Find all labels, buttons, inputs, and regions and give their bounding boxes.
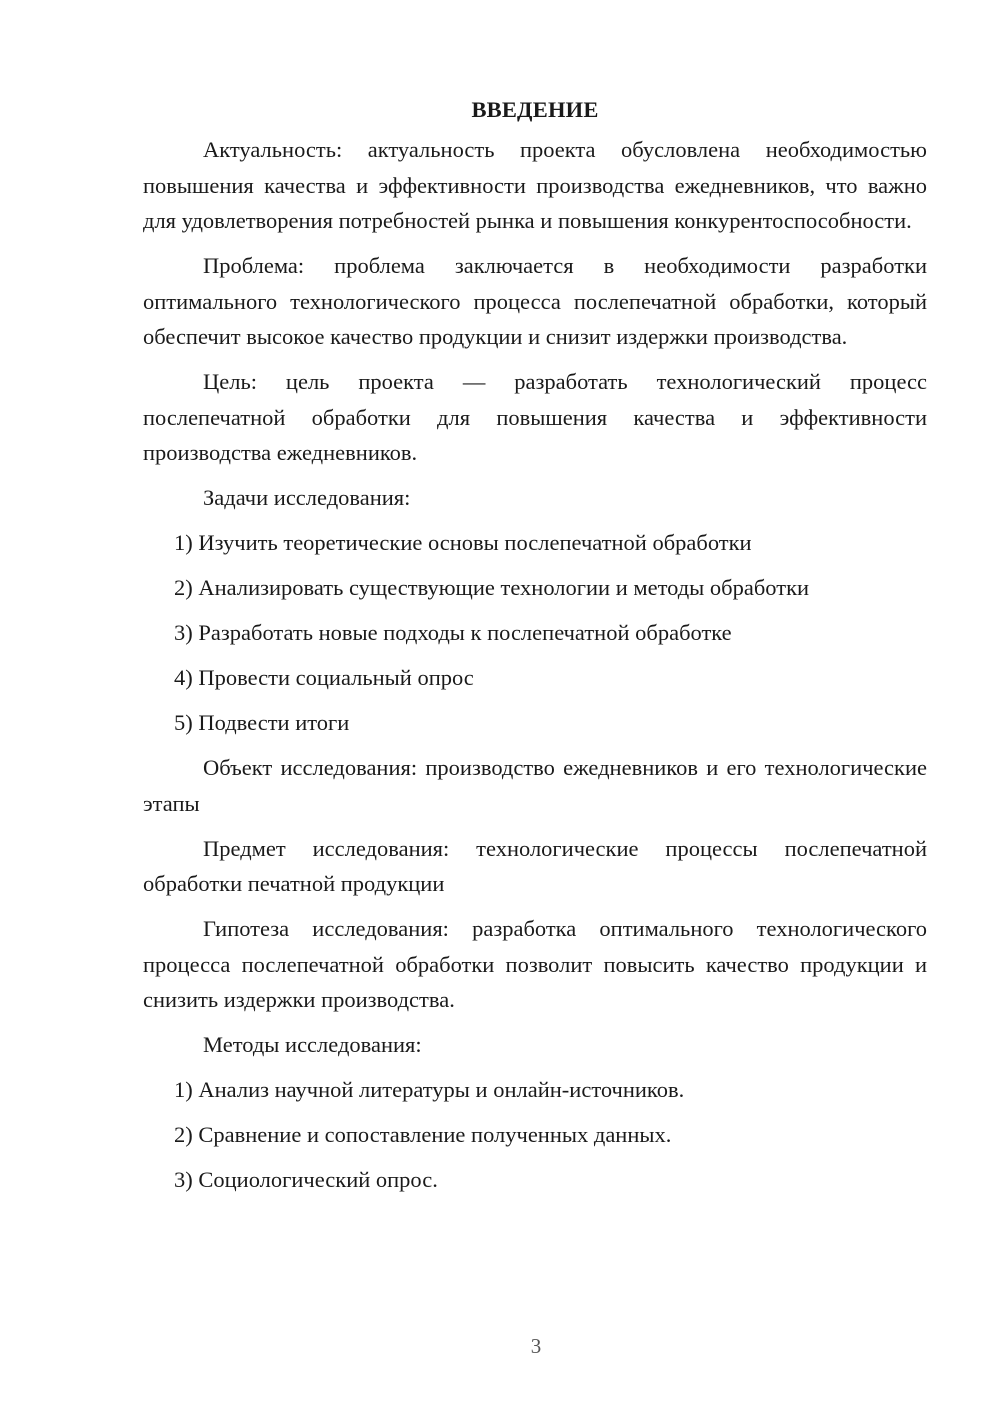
tasks-heading: Задачи исследования: [203, 485, 411, 510]
paragraph-goal: Цель: цель проекта — разработать технологический процесс послепечатной обработки для повышения качества и эффективности производства ежедневников. [143, 369, 927, 465]
page-content [143, 92, 927, 1207]
list-item: 2) Анализировать существующие технологии и методы обработки [174, 575, 810, 600]
tasks-list [143, 525, 927, 741]
paragraph-problem: Проблема: проблема заключается в необходимости разработки оптимального технологического процесса послепечатной обработки, который обеспечит высокое качество продукции и снизит издержки производства. [143, 253, 927, 349]
list-item: 1) Анализ научной литературы и онлайн-источников. [174, 1077, 685, 1102]
list-item: 5) Подвести итоги [174, 710, 350, 735]
list-item: 3) Разработать новые подходы к послепечатной обработке [174, 620, 732, 645]
list-item: 3) Социологический опрос. [174, 1167, 438, 1192]
page-number: 3 [530, 1334, 542, 1358]
methods-heading: Методы исследования: [203, 1032, 422, 1057]
section-title: ВВЕДЕНИЕ [471, 97, 599, 122]
list-item: 4) Провести социальный опрос [174, 665, 474, 690]
list-item: 1) Изучить теоретические основы послепечатной обработки [174, 530, 752, 555]
paragraph-subject: Предмет исследования: технологические процессы послепечатной обработки печатной продукции [143, 835, 927, 896]
paragraph-relevance: Актуальность: актуальность проекта обусловлена необходимостью повышения качества и эффективности производства ежедневников, что важно для удовлетворения потребностей рынка и повышения конкурентоспособности. [143, 137, 927, 233]
paragraph-hypothesis: Гипотеза исследования: разработка оптимального технологического процесса послепечатной обработки позволит повысить качество продукции и снизить издержки производства. [143, 916, 927, 1012]
list-item: 2) Сравнение и сопоставление полученных данных. [174, 1122, 672, 1147]
methods-list [143, 1072, 927, 1198]
paragraph-object: Объект исследования: производство ежедневников и его технологические этапы [143, 755, 927, 816]
